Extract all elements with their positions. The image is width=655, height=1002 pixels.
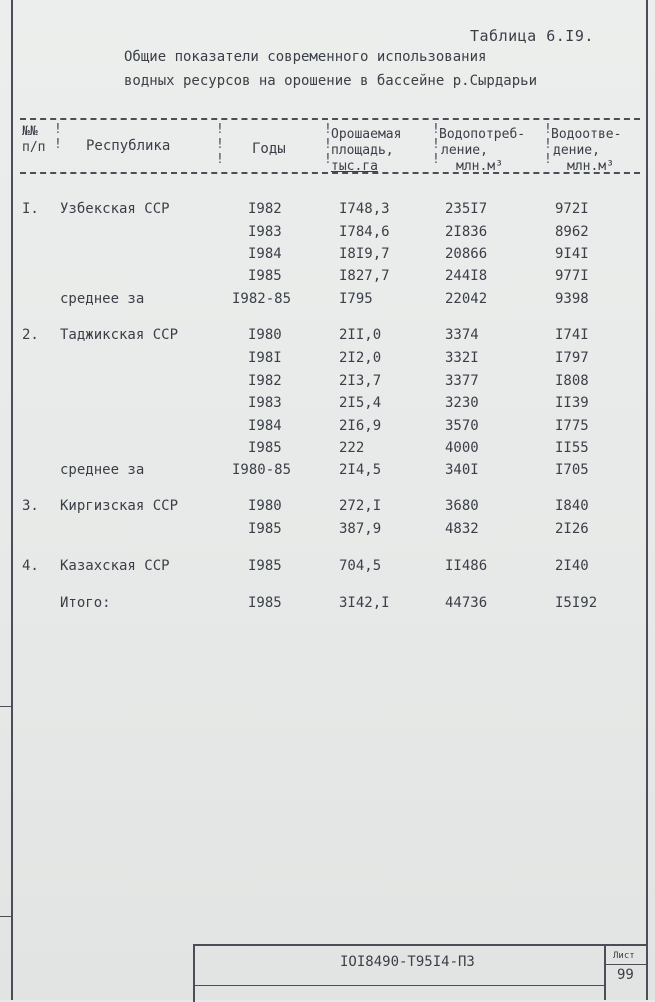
row-year: I982-85: [232, 291, 292, 307]
row-water-use: 44736: [445, 595, 488, 611]
row-water-use: 3570: [445, 418, 479, 434]
column-separator: ! ! !: [544, 122, 552, 167]
row-drainage: 977I: [555, 268, 589, 284]
row-year: I980: [248, 327, 282, 343]
row-area: I8I9,7: [339, 246, 390, 262]
document-code: IOI8490-Т95I4-ПЗ: [340, 954, 475, 970]
row-water-use: 2I836: [445, 224, 488, 240]
header-use-line1: Водопотреб-: [439, 127, 526, 142]
table-row-average: [0, 462, 655, 484]
margin-tick: [0, 916, 11, 917]
row-number: 2.: [22, 327, 39, 343]
table-row: [0, 224, 655, 246]
header-drain-line2: дение,: [553, 143, 600, 158]
table-row: [0, 521, 655, 543]
title-line-2: водных ресурсов на орошение в бассейне р.Сырдарьи: [124, 73, 538, 89]
row-water-use: 3680: [445, 498, 479, 514]
row-year: I985: [248, 440, 282, 456]
row-number: I.: [22, 201, 39, 217]
row-drainage: I797: [555, 350, 589, 366]
row-year: I984: [248, 246, 282, 262]
row-water-use: 340I: [445, 462, 479, 478]
row-area: 222: [339, 440, 365, 456]
row-year: I985: [248, 558, 282, 574]
row-water-use: 235I7: [445, 201, 488, 217]
row-year: I98I: [248, 350, 282, 366]
row-water-use: II486: [445, 558, 488, 574]
row-area: 2I2,0: [339, 350, 382, 366]
row-area: I748,3: [339, 201, 390, 217]
table-row: [0, 201, 655, 223]
header-republic: Республика: [86, 138, 171, 154]
header-area-line2: площадь,: [331, 143, 394, 158]
row-area: 704,5: [339, 558, 382, 574]
column-separator: ! ! !: [324, 122, 332, 167]
column-separator: ! ! !: [432, 122, 440, 167]
row-republic: Узбекская ССР: [60, 201, 170, 217]
header-use-line2: ление,: [441, 143, 488, 158]
table-row-average: [0, 291, 655, 313]
column-separator: ! !: [54, 122, 62, 152]
table-row: [0, 268, 655, 290]
row-year: I982: [248, 201, 282, 217]
sheet-label: Лист: [613, 951, 635, 961]
row-republic: Таджикская ССР: [60, 327, 179, 343]
table-row: [0, 418, 655, 440]
row-area: 2I3,7: [339, 373, 382, 389]
header-area-line3: тыс.га: [331, 159, 378, 174]
row-republic: среднее за: [60, 462, 145, 478]
row-area: 387,9: [339, 521, 382, 537]
row-water-use: 4832: [445, 521, 479, 537]
margin-tick: [0, 706, 11, 707]
row-area: 272,I: [339, 498, 382, 514]
row-water-use: 3377: [445, 373, 479, 389]
table-row-total: [0, 595, 655, 617]
table-row: [0, 350, 655, 372]
column-separator: ! ! !: [216, 122, 224, 167]
table-row: [0, 440, 655, 462]
header-area-line1: Орошаемая: [331, 127, 402, 142]
row-number: 3.: [22, 498, 39, 514]
header-num-line1: №№: [22, 124, 38, 139]
row-water-use: 20866: [445, 246, 488, 262]
row-drainage: 2I40: [555, 558, 589, 574]
title-block-stamp: [193, 944, 648, 1002]
row-area: I795: [339, 291, 373, 307]
header-num-line2: п/п: [22, 140, 46, 155]
row-area: 2I4,5: [339, 462, 382, 478]
row-water-use: 244I8: [445, 268, 488, 284]
row-drainage: I840: [555, 498, 589, 514]
header-top-rule: [20, 118, 640, 120]
sheet-number: 99: [617, 967, 634, 983]
row-drainage: I775: [555, 418, 589, 434]
row-area: 2II,0: [339, 327, 382, 343]
table-row: [0, 558, 655, 580]
row-drainage: 9398: [555, 291, 589, 307]
row-drainage: 2I26: [555, 521, 589, 537]
table-row: [0, 246, 655, 268]
table-row: [0, 327, 655, 349]
row-area: 3I42,I: [339, 595, 390, 611]
row-republic: среднее за: [60, 291, 145, 307]
row-drainage: II55: [555, 440, 589, 456]
row-drainage: 9I4I: [555, 246, 589, 262]
table-row: [0, 373, 655, 395]
row-year: I980-85: [232, 462, 292, 478]
row-area: 2I5,4: [339, 395, 382, 411]
row-year: I983: [248, 224, 282, 240]
row-water-use: 3374: [445, 327, 479, 343]
row-year: I985: [248, 595, 282, 611]
row-water-use: 332I: [445, 350, 479, 366]
row-water-use: 4000: [445, 440, 479, 456]
row-area: I784,6: [339, 224, 390, 240]
row-republic: Киргизская ССР: [60, 498, 179, 514]
row-year: I982: [248, 373, 282, 389]
row-drainage: I808: [555, 373, 589, 389]
row-water-use: 22042: [445, 291, 488, 307]
sheet-divider: [606, 964, 646, 965]
header-drain-line3: млн.м³: [567, 159, 614, 174]
header-use-line3: млн.м³: [456, 159, 503, 174]
row-republic: Итого:: [60, 595, 111, 611]
header-drain-line1: Водоотве-: [551, 127, 622, 142]
row-republic: Казахская ССР: [60, 558, 170, 574]
table-number: Таблица 6.I9.: [470, 27, 594, 45]
row-area: I827,7: [339, 268, 390, 284]
table-row: [0, 498, 655, 520]
row-drainage: II39: [555, 395, 589, 411]
row-number: 4.: [22, 558, 39, 574]
row-drainage: 8962: [555, 224, 589, 240]
table-row: [0, 395, 655, 417]
row-year: I980: [248, 498, 282, 514]
header-years: Годы: [252, 141, 286, 157]
row-year: I985: [248, 521, 282, 537]
stamp-divider: [195, 985, 604, 986]
row-drainage: I5I92: [555, 595, 598, 611]
row-area: 2I6,9: [339, 418, 382, 434]
row-drainage: 972I: [555, 201, 589, 217]
row-year: I985: [248, 268, 282, 284]
table-title: [124, 45, 624, 93]
row-water-use: 3230: [445, 395, 479, 411]
header-bottom-rule: [20, 172, 640, 174]
row-drainage: I74I: [555, 327, 589, 343]
row-year: I983: [248, 395, 282, 411]
row-drainage: I705: [555, 462, 589, 478]
row-year: I984: [248, 418, 282, 434]
title-line-1: Общие показатели современного использования: [124, 49, 487, 65]
